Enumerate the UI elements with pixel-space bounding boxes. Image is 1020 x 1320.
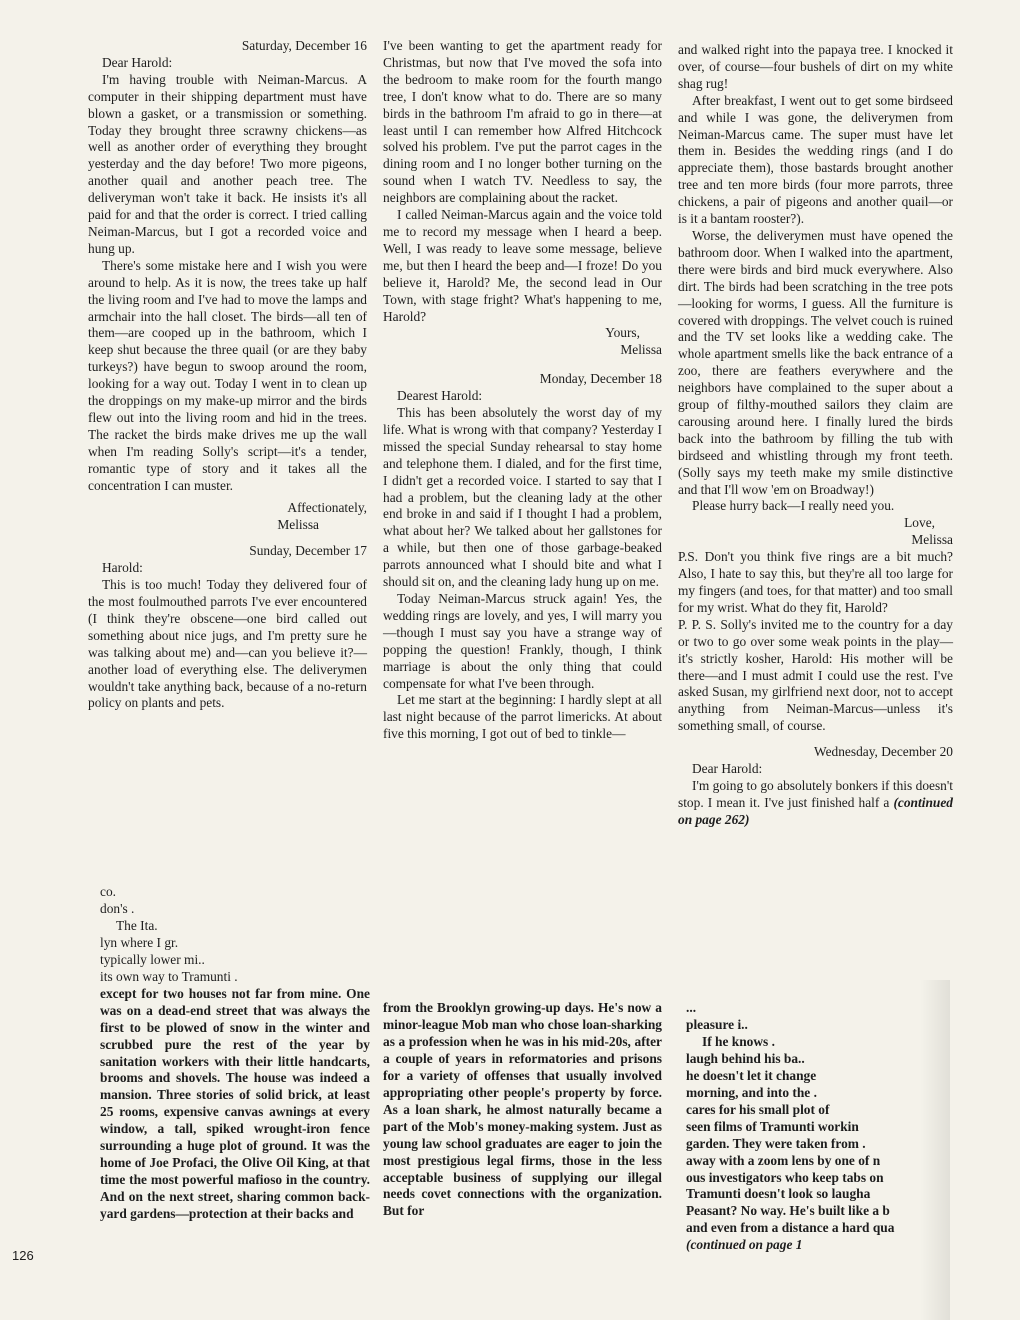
letter-signature: Melissa <box>911 532 953 548</box>
fragment-line: seen films of Tramunti workin <box>686 1118 859 1134</box>
fragment-line: lyn where I gr. <box>100 934 179 950</box>
paragraph: from the Brooklyn growing-up days. He's now a minor-league Mob man who chose loan-sharking as a profession when he was in his mid-20s, after a couple of years in reformatories and prisons for a variety of offenses that usually involved appropriating other people's property by force. As a loan shark, he almost naturally became a part of the Mob's money-making system. Just as young law school graduates are eager to join the most prestigious legal firms, those in the less acceptable business of supplying our illegal needs covet connections with the organization. But for <box>383 1000 662 1219</box>
letter-date: Wednesday, December 20 <box>814 744 953 760</box>
paragraph: I'm having trouble with Neiman-Marcus. A computer in their shipping department must have blown a gasket, or a transmission or something. Today they brought three scrawny chickens—as well as another order of everything they brought yesterday and the day before! Two more pigeons, another quail and another peach tree. The deliveryman won't take it back. He insists it's all paid for and that the order is correct. I tried calling Neiman-Marcus, but I got a recorded voice and hung up. <box>88 71 367 256</box>
fragment-line: its own way to Tramunti . <box>100 968 238 984</box>
paragraph: I called Neiman-Marcus again and the voice told me to record my message when I heard a beep. Well, I was ready to leave some message, believe me, but then I heard the beep and—I froze! Do you believe it, Harold? Me, the second lead in Our Town, with stage fright? What's happening to me, Harold? <box>383 207 662 324</box>
letter-date: Monday, December 18 <box>539 371 662 387</box>
continued-note: (continued on page 1 <box>686 1237 803 1253</box>
fragment-line: garden. They were taken from . <box>686 1135 866 1151</box>
fragment-line: cares for his small plot of <box>686 1101 830 1117</box>
fragment-line: ous investigators who keep tabs on <box>686 1169 884 1185</box>
paragraph: Worse, the deliverymen must have opened the bathroom door. When I walked into the apartment, there were birds and bird muck everywhere. Also dirt. The birds had been scratching in the tree pots—looking for worms, I guess. All the furniture is covered with droppings. The velvet couch is ruined and the TV set looks like a wedding cake. The whole apartment smells like the back entrance of a zoo, there are feathers everywhere and the neighbors have complained to the super about a group of filthy-mouthed sailors they claim are carousing around here. I finally lured the birds back into the bathroom by filling the tub with birdseed and whistling through my front teeth. (Solly says my teeth make my smile distinctive and that I'll wow 'em on Broadway!) <box>678 227 953 497</box>
paragraph: Please hurry back—I really need you. <box>692 498 895 514</box>
fragment-line: he doesn't let it change <box>686 1067 817 1083</box>
paragraph: I've been wanting to get the apartment ready for Christmas, but now that I've moved the sofa into the bedroom to make room for the fourth mango tree, I don't know what to do. There are so many birds in the bathroom I'm afraid to go in there—at least until I can remember how Alfred Hitchcock solved his problem. I've put the parrot cages in the dining room and I no longer bother turning on the sound when I watch TV. Needless to say, the neighbors are complaining about the racket. <box>383 38 662 206</box>
fragment-line: laugh behind his ba.. <box>686 1050 805 1066</box>
story-column-3 <box>678 42 953 829</box>
paragraph-text: I'm going to go absolutely bonkers if this doesn't stop. I mean it. I've just finished half a <box>678 777 953 810</box>
letter-salutation: Dear Harold: <box>692 761 763 777</box>
paragraph: There's some mistake here and I wish you were around to help. As it is now, the trees take up half the living room and I've had to move the lamps and armchair into the hall closet. The birds—all ten of them—are cooped up in the bathroom, which I keep shut because the three quail (or are they baby turkeys?) have begun to swoop around the room, looking for a way out. Today I went in to clean up the droppings on my make-up mirror and the birds flew out into the living room and hid in the trees. The racket the birds make drives me up the wall when I'm reading Solly's script—it's a tender, romantic type of story and it takes all the concentration I can muster. <box>88 257 367 493</box>
continued-note: (continued on page 262) <box>678 794 953 827</box>
postscript: P. P. S. Solly's invited me to the country for a day or two to go over some weak points in the play—it's strictly kosher, Harold: His mother will be there—and I must admit I could use the rest. I've asked Susan, my girlfriend next door, not to accept anything from Neiman-Marcus—unless it's something small, of course. <box>678 616 953 734</box>
fragment-line: typically lower mi.. <box>100 951 205 967</box>
fragment-line: Tramunti doesn't look so laugha <box>686 1186 871 1202</box>
fragment-line: The Ita. <box>116 917 158 933</box>
lower-story-column-2 <box>383 1000 662 1220</box>
postscript: P.S. Don't you think five rings are a bit much? Also, I hate to say this, but they're all too large for my fingers (and toes, for that matter) and too small for my wrist. What do they fit, Harold? <box>678 549 953 615</box>
fragment-line: co. <box>100 884 116 899</box>
letter-closing: Love, <box>904 515 935 531</box>
letter-date: Sunday, December 17 <box>249 543 367 559</box>
paragraph: Let me start at the beginning: I hardly slept at all last night because of the parrot limericks. At about five this morning, I got out of bed to tinkle— <box>383 692 662 742</box>
fragment-line: don's . <box>100 900 135 916</box>
fragment-line: and even from a distance a hard qua <box>686 1220 895 1236</box>
paragraph: Today Neiman-Marcus struck again! Yes, the wedding rings are lovely, and yes, I will marry you—though I must say you have a strange way of popping the question! Frankly, though, I think marriage is about the only thing that could compensate for what I've been through. <box>383 591 662 691</box>
fragment-line: If he knows . <box>702 1033 775 1049</box>
lower-story-column-1 <box>100 884 370 1223</box>
paragraph <box>678 778 953 829</box>
paragraph: and walked right into the papaya tree. I knocked it over, of course—four bushels of dirt on my white shag rug! <box>678 42 953 91</box>
fragment-line: away with a zoom lens by one of n <box>686 1152 881 1168</box>
fragment-line: Peasant? No way. He's built like a b <box>686 1203 890 1219</box>
letter-signature: Melissa <box>277 517 319 533</box>
page-number: 126 <box>12 1248 34 1263</box>
story-column-1 <box>88 38 367 712</box>
paragraph: This is too much! Today they delivered four of the most foulmouthed parrots I've ever encountered (I think they're obscene—one bird called out something about nice jugs, and I'm pretty sure he was talking about me) and—can you believe it?—another load of everything else. The deliverymen wouldn't take anything back, because of a no-return policy on plants and pets. <box>88 577 367 711</box>
letter-salutation: Dear Harold: <box>102 54 173 70</box>
paragraph: After breakfast, I went out to get some birdseed and while I was gone, the deliverymen from Neiman-Marcus came. The super must have let them in. Besides the wedding rings (and I do appreciate them), those bastards brought another tree and ten more birds (four more parrots, three chickens, a pair of pigeons and another quail—or is it a bantam rooster?). <box>678 92 953 227</box>
letter-closing: Affectionately, <box>287 500 367 516</box>
page-fold-shadow <box>920 980 950 1320</box>
letter-salutation: Dearest Harold: <box>397 388 483 404</box>
story-column-2 <box>383 38 662 743</box>
fragment-line: pleasure i.. <box>686 1016 748 1032</box>
lower-story-column-3 <box>686 1000 934 1254</box>
letter-date: Saturday, December 16 <box>241 38 367 53</box>
fragment-line: morning, and into the . <box>686 1084 817 1100</box>
letter-salutation: Harold: <box>102 560 143 576</box>
letter-closing: Yours, <box>605 325 640 341</box>
fragment-line: ... <box>686 1000 697 1015</box>
letter-signature: Melissa <box>620 342 662 358</box>
paragraph: except for two houses not far from mine. One was on a dead-end street that was always the first to be plowed of snow in the winter and scrubbed pure the rest of the year by sanitation workers with their little handcarts, brooms and shovels. The house was indeed a mansion. Three stories of solid brick, at least 25 rooms, expensive canvas awnings at every window, a tall, spiked wrought-iron fence surrounding a huge plot of ground. It was the home of Joe Profaci, the Olive Oil King, at that time the most powerful mafioso in the country. And on the next street, sharing common back-yard gardens—protection at their backs and <box>100 985 370 1222</box>
paragraph: This has been absolutely the worst day of my life. What is wrong with that company? Yesterday I missed the special Sunday rehearsal to stay home and telephone them. I dialed, and for the first time, I didn't get a recorded voice. I started to say that I had a problem, but the cleaning lady at the other end broke in and said if I thought I had a problem, what about her? We talked about her gallstones for a while, but then one of those garbage-beaked parrots announced what I should bite and what I should sit on, and the cleaning lady hung up on me. <box>383 405 662 590</box>
